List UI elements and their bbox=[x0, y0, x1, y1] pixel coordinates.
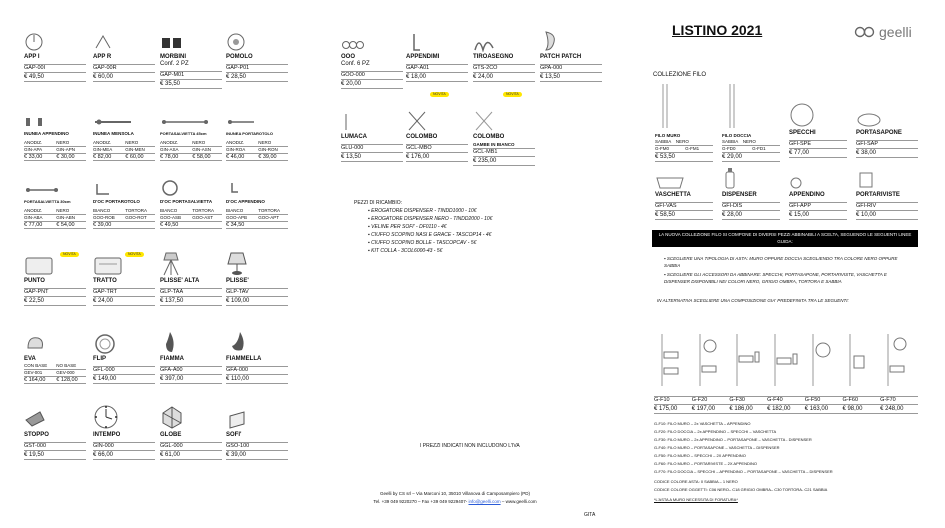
intempo-icon bbox=[93, 404, 119, 430]
colombo-bianco-icon bbox=[473, 110, 495, 132]
product-doc-portarotolo: D'OC PORTAROTOLO BIANCO TORTORA GOO-ROB GOO-ROT € 39,00 bbox=[93, 178, 155, 229]
spare-parts-title: PEZZI DI RICAMBIO: bbox=[354, 200, 403, 206]
lumaca-icon bbox=[341, 112, 351, 132]
punto-novita-badge: NOVITA bbox=[60, 252, 79, 257]
filo-rule: ▪ SCEGLIERE GLI ACCESSORI DA ABBINARE: SPECCHI, PORTASAPONE, PORTARIVISTE, VASCHETTA E DISPENSER DISPONIBILI NEI COLORI NERO, GRIGIO OMBRA, TORTORA E SABBIA bbox=[664, 271, 914, 285]
filo-vaschetta: VASCHETTA GFI-VAS € 58,50 bbox=[655, 164, 713, 220]
spare-part-item: ▪ EROGATORE DISPENSER - TINDD1000 - 10€ bbox=[368, 207, 544, 215]
patch-patch-icon bbox=[540, 30, 560, 52]
specchi-icon bbox=[789, 102, 815, 128]
product-portasalvietta-45: PORTASALVIETTA 45cm ANODIZ. NERO GIN-ASA GIN-ASN € 78,00 € 58,00 bbox=[160, 112, 222, 161]
composition-g-f20-icon bbox=[692, 330, 728, 388]
composition-g-f10-icon bbox=[654, 330, 690, 388]
product-fiamma: FIAMMA GFA-A00 € 397,00 bbox=[160, 330, 222, 384]
product-colombo-bianco: COLOMBO GAMBE IN BIANCO GCL-MB1 € 235,00 bbox=[473, 110, 535, 166]
doc-appendino-icon bbox=[226, 180, 242, 196]
color-code: CODICE COLORE OGGETTI: C06 NERO– C18 GRIGIO OMBRA– C30 TORTORA- C21 SABBIA bbox=[654, 487, 828, 492]
color-code: CODICE COLORE ASTA: 0 SABBIA – 1 NERO bbox=[654, 479, 738, 484]
flip-icon bbox=[93, 332, 117, 354]
spare-part-item: ▪ CIUFFO SCOPINO BOLLE - TASCOPCAV - 5€ bbox=[368, 239, 544, 247]
inunea-portarotolo-icon bbox=[226, 114, 256, 128]
eva-icon bbox=[24, 334, 48, 354]
portasalvietta-30-icon bbox=[24, 182, 60, 196]
vaschetta-icon bbox=[655, 174, 685, 190]
brand-name: geelli bbox=[879, 24, 912, 40]
morbini-icon bbox=[160, 32, 184, 52]
spare-part-item: ▪ CIUFFO SCOPINO NASI E GRACE - TASCOP14 - 4€ bbox=[368, 231, 544, 239]
punto-icon bbox=[24, 254, 54, 276]
filo-rules bbox=[664, 255, 914, 285]
portariviste-icon bbox=[856, 170, 876, 190]
inunea-mensola-icon bbox=[93, 114, 133, 128]
brand-logo bbox=[854, 24, 912, 40]
footer-contacts: Tel. +39 049 9220270 – Fax +39 049 9229407- info@geelli.com – www.geelli.com bbox=[373, 499, 537, 504]
page-footer-mark: GITA bbox=[584, 512, 596, 518]
product-portasalvietta-30: PORTASALVIETTA 30cm ANODIZ. NERO GIN-ABA GIN-ABN € 77,00 € 54,00 bbox=[24, 178, 86, 229]
tiroasegno-icon bbox=[473, 32, 495, 52]
product-intempo: INTEMPO GIN-000 € 66,00 bbox=[93, 404, 155, 460]
appendino-icon bbox=[789, 176, 803, 190]
filo-alt-note: IN ALTERNATIVA SCEGLIERE UNA COMPOSIZIONE GIA' PREDEFINITA TRA LE SEGUENTI: bbox=[657, 298, 849, 303]
product-colombo: COLOMBO GCL-MBO € 176,00 bbox=[406, 110, 468, 162]
doc-portarotolo-icon bbox=[93, 180, 113, 196]
product-tratto: NOVITA TRATTO GAP-TRT € 24,00 bbox=[93, 250, 155, 306]
composition-desc: G-F40: FILO MURO – PORTASAPONE – VASCHETTA – DISPENSER bbox=[654, 445, 780, 450]
spare-part-item: ▪ EROGATORE DISPENSER NERO - TINDD2000 - 10€ bbox=[368, 215, 544, 223]
composition-g-f60: G-F60 € 98,00 bbox=[842, 330, 880, 414]
appendimi-novita-badge: NOVITA bbox=[430, 92, 449, 97]
footer-email-link[interactable]: info@geelli.com bbox=[468, 499, 501, 504]
product-lumaca: LUMACA GLU-000 € 13,50 bbox=[341, 110, 403, 162]
product-patch-patch: PATCH PATCH GPA-000 € 13,50 bbox=[540, 30, 602, 82]
product-inunea-portarotolo: INUNEA PORTAROTOLO ANODIZ. NERO GIN-ROA GIN-RON € 46,00 € 39,00 bbox=[226, 112, 288, 161]
app-i-icon bbox=[24, 32, 44, 52]
filo-rule: ▪ SCEGLIERE UNA TIPOLOGIA DI ASTA: MURO OPPURE DOCCIA SCEGLIENDO TRA COLORE NERO OPPURE SABBIA bbox=[664, 255, 914, 269]
globe-icon bbox=[160, 404, 184, 430]
product-plisse-alta: PLISSE' ALTA GLP-TAA € 137,50 bbox=[160, 250, 222, 306]
plisse-icon bbox=[226, 250, 248, 276]
composition-g-f10: G-F10 € 175,00 bbox=[654, 330, 692, 414]
dispenser-icon bbox=[722, 166, 738, 190]
product-morbini: MORBINI Conf. 2 PZ GAP-M01 € 35,50 bbox=[160, 30, 222, 89]
product-stoppo: STOPPO GST-000 € 19,50 bbox=[24, 404, 86, 460]
product-sofi: SOFI' GSO-100 € 39,00 bbox=[226, 404, 288, 460]
filo-title: COLLEZIONE FILO bbox=[653, 72, 707, 78]
composition-desc: G-F10: FILO MURO – 2x VASCHETTA – APPENDINO bbox=[654, 421, 751, 426]
product-inunea-mensola: INUNEA MENSOLA ANODIZ. NERO GIN-MEA GIN-MEN € 82,00 € 60,00 bbox=[93, 112, 155, 161]
fiammella-icon bbox=[226, 330, 250, 354]
filo-muro: FILO MURO SABBIA NERO G-FM0 G-FM1 € 53,50 bbox=[655, 84, 713, 162]
ooo-icon bbox=[341, 38, 365, 52]
tiroasegno-novita-badge: NOVITA bbox=[503, 92, 522, 97]
filo-portariviste: PORTARIVISTE GFI-RIV € 10,00 bbox=[856, 164, 918, 220]
composition-desc: G-F50: FILO MURO – SPECCHI – 2X APPENDINO bbox=[654, 453, 746, 458]
composition-g-f70: G-F70 € 248,00 bbox=[880, 330, 918, 414]
composition-g-f70-icon bbox=[880, 330, 916, 388]
filo-doccia: FILO DOCCIA SABBIA NERO G-FD0 G-FD1 € 29,00 bbox=[722, 84, 780, 162]
product-app-r: APP R GAP-00R € 60,00 bbox=[93, 30, 155, 82]
product-punto: NOVITA PUNTO GAP-PNT € 22,50 bbox=[24, 250, 86, 306]
product-flip: FLIP GFL-000 € 149,00 bbox=[93, 330, 155, 384]
product-doc-portasalvietta: D'OC PORTASALVIETTA BIANCO TORTORA GOO-ASB GOO-AST € 49,50 bbox=[160, 178, 222, 229]
composition-g-f20: G-F20 € 197,00 bbox=[692, 330, 730, 414]
fixing-note: *L'ASTA A MURO NECESSITA DI FORATURA* bbox=[654, 497, 738, 502]
product-ooo: OOO Conf. 6 PZ GOO-000 € 20,00 bbox=[341, 30, 403, 89]
vat-note: I PREZZI INDICATI NON INCLUDONO L'IVA bbox=[420, 443, 520, 449]
page-title: LISTINO 2021 bbox=[672, 22, 763, 38]
composition-g-f30: G-F30 € 186,00 bbox=[729, 330, 767, 414]
sofi-icon bbox=[226, 408, 248, 430]
product-doc-appendino: D'OC APPENDINO BIANCO TORTORA GOO-APB GOO-APT € 34,50 bbox=[226, 178, 288, 229]
filo-doccia-icon bbox=[722, 84, 742, 130]
filo-dispenser: DISPENSER GFI-DIS € 28,00 bbox=[722, 164, 780, 220]
fiamma-icon bbox=[160, 330, 180, 354]
filo-specchi: SPECCHI GFI-SPE € 77,00 bbox=[789, 100, 847, 158]
brand-logo-icon bbox=[854, 26, 876, 38]
filo-muro-icon bbox=[655, 84, 675, 130]
filo-banner: LA NUOVA COLLEZIONE FILO SI COMPONE DI DIVERSI PEZZI ABBINABILI A SCELTA, SEGUENDO LE SEGUENTI LINEE GUIDA: bbox=[652, 230, 918, 247]
compositions-row bbox=[654, 330, 918, 414]
composition-desc: G-F30: FILO MURO – 2x APPENDINO – PORTASAPONE – VASCHETTA - DISPENSER bbox=[654, 437, 812, 442]
product-tiroasegno: TIROASEGNO GTS-2CO € 24,00 NOVITA bbox=[473, 30, 535, 100]
portasalvietta-45-icon bbox=[160, 114, 210, 128]
plisse-alta-icon bbox=[160, 250, 182, 276]
pomolo-icon bbox=[226, 32, 246, 52]
product-pomolo: POMOLO GAP-P01 € 28,50 bbox=[226, 30, 288, 82]
product-eva: EVA CON BASE NO BASE GEV-001 GEV-000 € 164,00 € 128,00 bbox=[24, 330, 86, 384]
tratto-icon bbox=[93, 254, 123, 276]
filo-portasapone: PORTASAPONE GFI-SAP € 38,00 bbox=[856, 100, 918, 158]
composition-descriptions bbox=[654, 420, 920, 504]
composition-g-f60-icon bbox=[842, 330, 878, 388]
product-app-i: APP I GAP-00I € 49,50 bbox=[24, 30, 86, 82]
composition-g-f50-icon bbox=[805, 330, 841, 388]
app-r-icon bbox=[93, 32, 113, 52]
product-fiammella: FIAMMELLA GFA-000 € 110,00 bbox=[226, 330, 288, 384]
spare-part-item: ▪ KIT COLLA - 3COL6000-43 - 5€ bbox=[368, 247, 544, 255]
appendimi-icon bbox=[406, 32, 426, 52]
doc-portasalvietta-icon bbox=[160, 178, 180, 196]
product-plisse: PLISSE' GLP-TAV € 109,00 bbox=[226, 250, 288, 306]
product-appendimi: APPENDIMI GAP-A01 € 18,00 NOVITA bbox=[406, 30, 468, 100]
portasapone-icon bbox=[856, 108, 882, 128]
stoppo-icon bbox=[24, 406, 50, 430]
spare-part-item: ▪ VELINE PER SOFI' - DF0110 - 4€ bbox=[368, 223, 544, 231]
spare-parts bbox=[354, 200, 544, 255]
composition-g-f30-icon bbox=[729, 330, 765, 388]
colombo-icon bbox=[406, 110, 428, 132]
filo-appendino: APPENDINO GFI-APP € 15,00 bbox=[789, 164, 847, 220]
footer bbox=[330, 490, 580, 506]
inunea-appendino-icon bbox=[24, 114, 46, 128]
composition-g-f40: G-F40 € 182,00 bbox=[767, 330, 805, 414]
composition-g-f50: G-F50 € 163,00 bbox=[805, 330, 843, 414]
composition-desc: G-F70: FILO DOCCIA – SPECCHI – APPENDINO – PORTASAPONE – VASCHETTA – DISPENSER bbox=[654, 469, 833, 474]
footer-address: Geelli by CS srl – Via Marconi 10, 35010 Villanova di Camposampiero (PD) bbox=[380, 491, 530, 496]
product-inunea-appendino: INUNEA APPENDINO ANODIZ. NERO GIN-APA GIN-APN € 33,00 € 30,00 bbox=[24, 112, 86, 161]
composition-desc: G-F20: FILO DOCCIA – 2x APPENDINO – SPECCHI – VASCHETTA bbox=[654, 429, 777, 434]
product-globe: GLOBE GGL-000 € 61,00 bbox=[160, 404, 222, 460]
composition-desc: G-F60: FILO MURO – PORTARIVISTE – 2X APPENDINO bbox=[654, 461, 757, 466]
composition-g-f40-icon bbox=[767, 330, 803, 388]
tratto-novita-badge: NOVITA bbox=[125, 252, 144, 257]
